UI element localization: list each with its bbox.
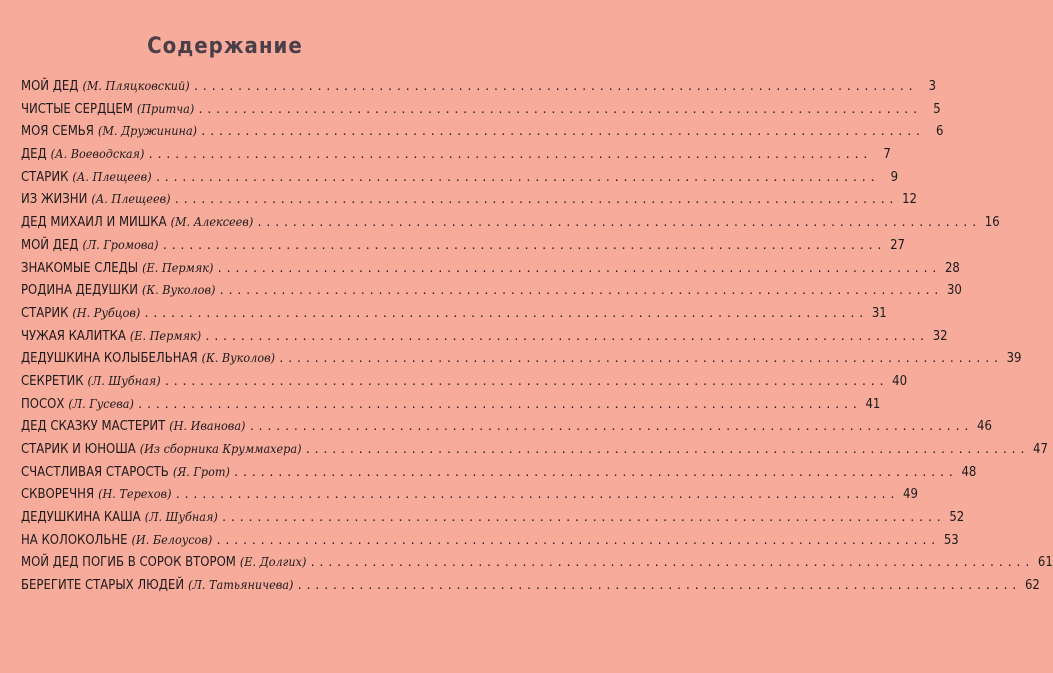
entry-title: МОЙ ДЕД xyxy=(21,237,79,253)
entry-page-number: 9 xyxy=(890,169,899,185)
entry-author: (Л. Шубная) xyxy=(144,509,218,525)
dot-leader: .................................................................................. xyxy=(304,443,1028,456)
toc-entry xyxy=(21,554,1053,577)
dot-leader: .................................................................................. xyxy=(248,420,972,434)
toc-entry xyxy=(21,191,917,214)
dot-leader: .................................................................................. xyxy=(136,397,861,411)
entry-title: СТАРИК xyxy=(21,169,69,185)
dot-leader: .................................................................................. xyxy=(154,170,879,184)
entry-title: МОЙ ДЕД ПОГИБ В СОРОК ВТОРОМ xyxy=(21,555,236,571)
toc-entry xyxy=(21,259,960,283)
toc-entry xyxy=(21,531,959,555)
entry-title: БЕРЕГИТЕ СТАРЫХ ЛЮДЕЙ xyxy=(21,578,185,594)
toc-entry xyxy=(21,509,965,532)
dot-leader: .................................................................................. xyxy=(147,148,871,162)
dot-leader: .................................................................................. xyxy=(163,374,888,388)
toc-entry xyxy=(21,123,944,146)
entry-author: (Е. Пермяк) xyxy=(142,259,214,275)
dot-leader: .................................................................................. xyxy=(296,579,1020,593)
entry-title: ЧИСТЫЕ СЕРДЦЕМ xyxy=(21,101,133,117)
entry-page-number: 3 xyxy=(928,79,937,94)
entry-author: (Н. Терехов) xyxy=(98,486,172,502)
entry-title: ДЕД МИХАИЛ И МИШКА xyxy=(21,215,167,231)
toc-entry xyxy=(21,78,937,101)
dot-leader: .................................................................................. xyxy=(192,80,917,93)
table-of-contents xyxy=(21,78,1053,600)
dot-leader: .................................................................................. xyxy=(309,556,1033,570)
entry-page-number: 53 xyxy=(943,532,959,548)
entry-page-number: 52 xyxy=(949,510,965,526)
toc-entry xyxy=(21,282,962,305)
entry-page-number: 7 xyxy=(883,147,891,163)
dot-leader: .................................................................................. xyxy=(218,284,942,298)
toc-entry xyxy=(21,168,899,192)
contents-heading: Содержание xyxy=(147,34,303,59)
entry-title: ДЕД xyxy=(21,147,47,163)
dot-leader: .................................................................................. xyxy=(216,261,940,275)
toc-entry xyxy=(21,236,905,260)
entry-page-number: 61 xyxy=(1037,555,1053,571)
toc-entry xyxy=(21,304,887,328)
entry-page-number: 31 xyxy=(871,305,887,321)
entry-page-number: 48 xyxy=(961,464,977,480)
toc-entry xyxy=(21,372,908,396)
dot-leader: .................................................................................. xyxy=(173,193,897,207)
entry-title: СТАРИК xyxy=(21,305,69,321)
dot-leader: .................................................................................. xyxy=(256,216,980,230)
entry-author: (Л. Татьяничева) xyxy=(188,577,294,593)
toc-entry xyxy=(21,395,881,419)
toc-entry xyxy=(21,146,891,169)
toc-entry xyxy=(21,100,941,124)
entry-author: (Н. Рубцов) xyxy=(72,304,141,320)
dot-leader: .................................................................................. xyxy=(143,306,867,320)
entry-author: (Е. Пермяк) xyxy=(129,327,202,343)
entry-title: РОДИНА ДЕДУШКИ xyxy=(21,283,139,299)
entry-page-number: 30 xyxy=(946,283,962,299)
entry-author: (М. Пляцковский) xyxy=(82,78,190,93)
entry-page-number: 49 xyxy=(903,487,918,503)
toc-entry xyxy=(21,577,1040,600)
dot-leader: .................................................................................. xyxy=(204,329,928,343)
entry-author: (Я. Грот) xyxy=(172,463,230,479)
entry-title: СЧАСТЛИВАЯ СТАРОСТЬ xyxy=(21,464,169,480)
entry-title: ДЕД СКАЗКУ МАСТЕРИТ xyxy=(21,419,166,435)
entry-author: (Е. Долгих) xyxy=(239,554,307,570)
dot-leader: .................................................................................. xyxy=(232,465,957,479)
toc-entry xyxy=(21,441,1048,464)
entry-author: (Притча) xyxy=(136,100,195,116)
entry-title: СЕКРЕТИК xyxy=(21,373,84,389)
entry-author: (К. Вуколов) xyxy=(201,350,276,366)
entry-title: НА КОЛОКОЛЬНЕ xyxy=(21,532,128,548)
dot-leader: .................................................................................. xyxy=(197,102,921,116)
entry-title: ПОСОХ xyxy=(21,396,65,412)
entry-author: (Н. Иванова) xyxy=(169,418,246,434)
dot-leader: .................................................................................. xyxy=(161,238,885,252)
entry-title: СТАРИК И ЮНОША xyxy=(21,442,136,457)
entry-title: ДЕДУШКИНА КАША xyxy=(21,510,141,526)
entry-title: МОЙ ДЕД xyxy=(21,79,79,94)
entry-page-number: 32 xyxy=(932,328,948,344)
entry-author: (И. Белоусов) xyxy=(131,531,213,547)
entry-author: (А. Плещеев) xyxy=(91,191,171,207)
entry-page-number: 27 xyxy=(890,237,905,253)
entry-title: МОЯ СЕМЬЯ xyxy=(21,124,94,140)
dot-leader: .................................................................................. xyxy=(215,533,939,547)
entry-author: (К. Вуколов) xyxy=(142,282,216,298)
entry-author: (А. Плещеев) xyxy=(72,168,152,184)
toc-entry xyxy=(21,214,1000,237)
entry-page-number: 47 xyxy=(1033,442,1048,457)
entry-author: (Л. Громова) xyxy=(82,236,159,252)
entry-page-number: 5 xyxy=(933,101,941,117)
entry-author: (А. Воеводская) xyxy=(50,146,145,162)
toc-entry xyxy=(21,486,918,509)
entry-author: (Из сборника Круммахера) xyxy=(139,441,302,456)
entry-page-number: 46 xyxy=(977,419,992,435)
entry-author: (Л. Шубная) xyxy=(87,372,161,388)
entry-author: (Л. Гусева) xyxy=(68,395,134,411)
toc-entry xyxy=(21,350,1022,373)
toc-entry xyxy=(21,463,977,487)
entry-author: (М. Дружинина) xyxy=(97,123,198,139)
toc-entry xyxy=(21,418,992,441)
entry-title: ЗНАКОМЫЕ СЛЕДЫ xyxy=(21,260,139,276)
toc-entry xyxy=(21,327,948,351)
entry-page-number: 40 xyxy=(892,373,908,389)
entry-author: (М. Алексеев) xyxy=(170,214,254,230)
entry-page-number: 39 xyxy=(1006,351,1022,367)
dot-leader: .................................................................................. xyxy=(200,125,924,139)
entry-page-number: 28 xyxy=(944,260,960,276)
entry-page-number: 16 xyxy=(984,215,1000,231)
dot-leader: .................................................................................. xyxy=(220,511,945,525)
dot-leader: .................................................................................. xyxy=(174,488,898,502)
entry-page-number: 12 xyxy=(902,192,917,208)
dot-leader: .................................................................................. xyxy=(278,352,1002,366)
entry-page-number: 41 xyxy=(865,396,881,412)
entry-title: ДЕДУШКИНА КОЛЫБЕЛЬНАЯ xyxy=(21,351,198,367)
entry-title: СКВОРЕЧНЯ xyxy=(21,487,95,503)
entry-title: ЧУЖАЯ КАЛИТКА xyxy=(21,328,126,344)
entry-page-number: 62 xyxy=(1024,578,1040,594)
entry-title: ИЗ ЖИЗНИ xyxy=(21,192,88,208)
entry-page-number: 6 xyxy=(936,124,944,140)
